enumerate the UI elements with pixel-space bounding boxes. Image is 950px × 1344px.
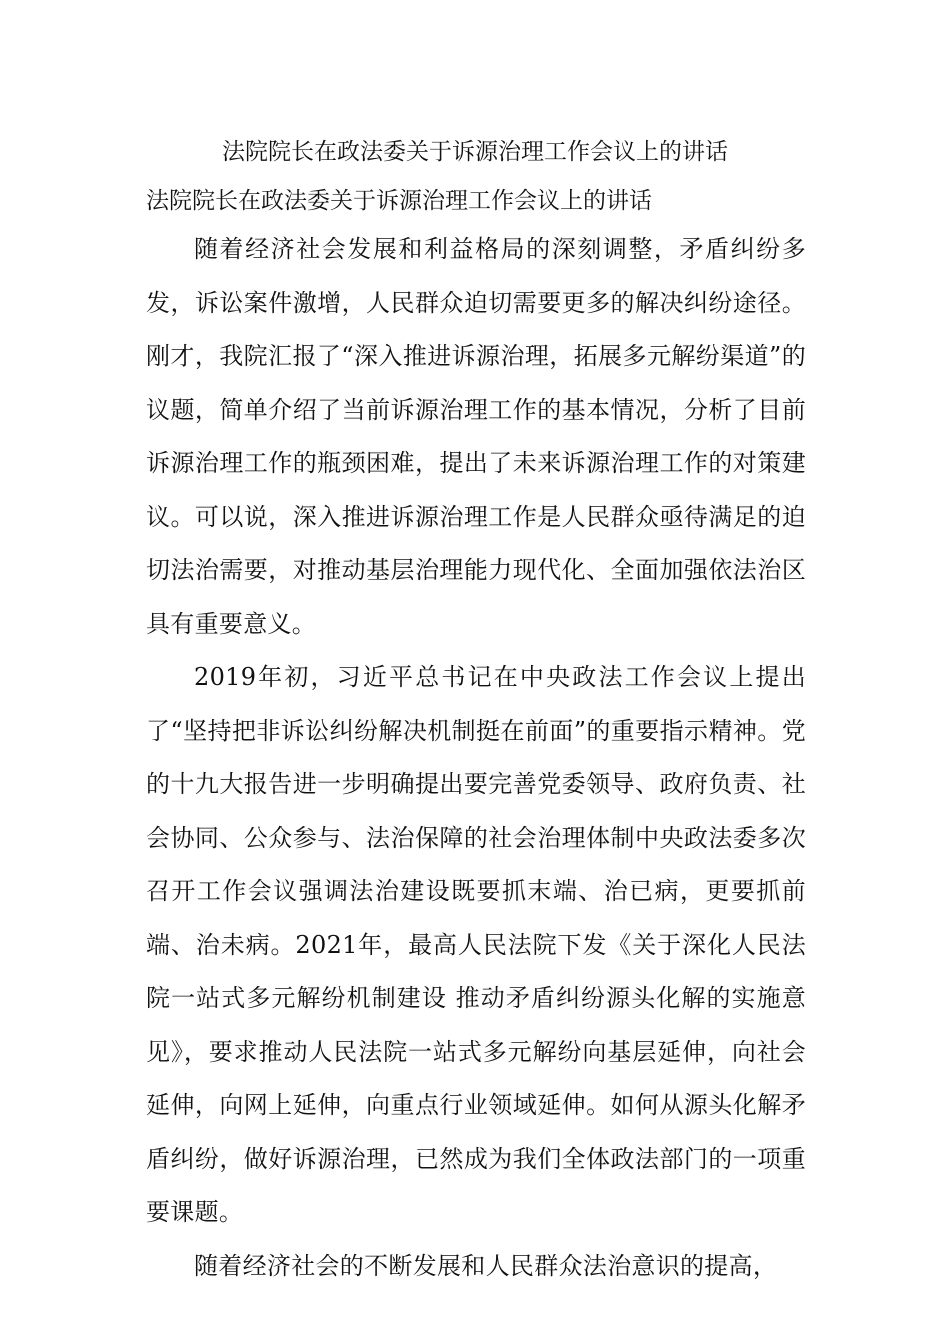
document-body (146, 223, 806, 1293)
paragraph-3: 随着经济社会的不断发展和人民群众法治意识的提高， (194, 1251, 778, 1280)
document-title-centered: 法院院长在政法委关于诉源治理工作会议上的讲话 (222, 139, 728, 165)
paragraph-2: 2019年初，习近平总书记在中央政法工作会议上提出了“坚持把非诉讼纠纷解决机制挺在前面”的重要指示精神。党的十九大报告进一步明确提出要完善党委领导、政府负责、社会协同、公众参与、法治保障的社会治理体制中央政法委多次召开工作会议强调法治建设既要抓末端、治已病，更要抓前端、治未病。2021年，最高人民法院下发《关于深化人民法院一站式多元解纷机制建设 推动矛盾纠纷源头化解的实施意见》，要求推动人民法院一站式多元解纷向基层延伸，向社会延伸，向网上延伸，向重点行业领域延伸。如何从源头化解矛盾纠纷，做好诉源治理，已然成为我们全体政法部门的一项重要课题。 (146, 663, 806, 1226)
paragraph-1: 随着经济社会发展和利益格局的深刻调整，矛盾纠纷多发，诉讼案件激增，人民群众迫切需要更多的解决纠纷途径。刚才，我院汇报了“深入推进诉源治理，拓展多元解纷渠道”的议题，简单介绍了当前诉源治理工作的基本情况，分析了目前诉源治理工作的瓶颈困难，提出了未来诉源治理工作的对策建议。可以说，深入推进诉源治理工作是人民群众亟待满足的迫切法治需要，对推动基层治理能力现代化、全面加强依法治区具有重要意义。 (146, 235, 806, 638)
document-title-left: 法院院长在政法委关于诉源治理工作会议上的讲话 (146, 188, 652, 214)
